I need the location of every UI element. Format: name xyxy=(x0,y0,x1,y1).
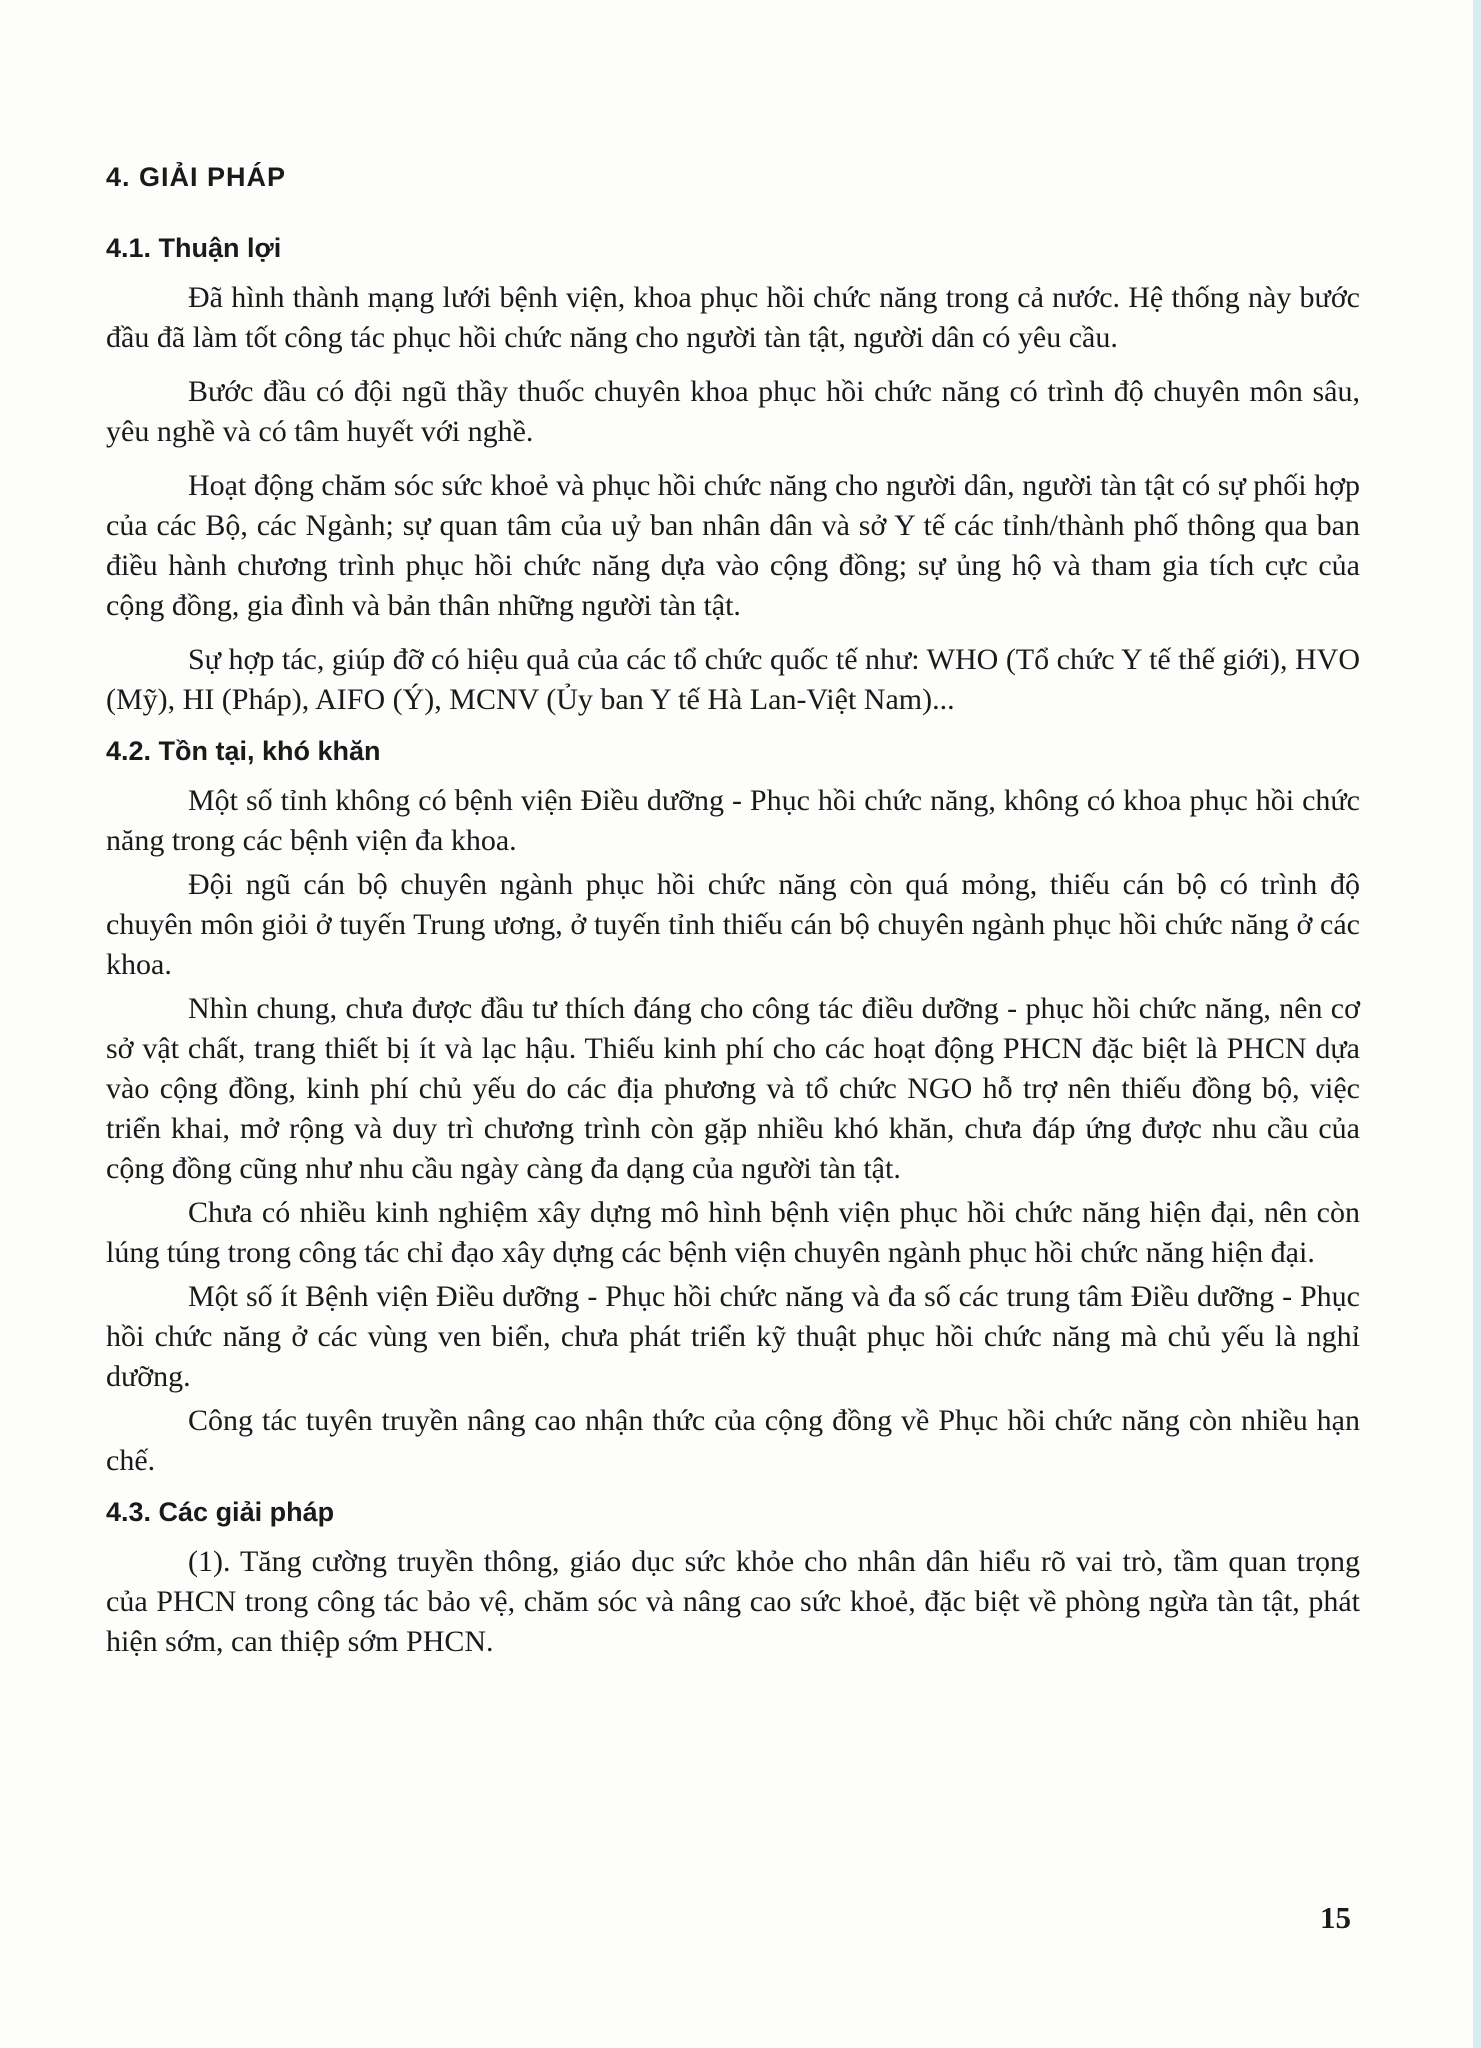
scan-edge xyxy=(1473,0,1481,2048)
page-content xyxy=(106,150,1360,1676)
paragraph: Bước đầu có đội ngũ thầy thuốc chuyên khoa phục hồi chức năng có trình độ chuyên môn sâu, yêu nghề và có tâm huyết với nghề. xyxy=(106,375,1360,448)
paragraph: (1). Tăng cường truyền thông, giáo dục sức khỏe cho nhân dân hiểu rõ vai trò, tầm quan trọng của PHCN trong công tác bảo vệ, chăm sóc và nâng cao sức khoẻ, đặc biệt về phòng ngừa tàn tật, phát hiện sớm, can thiệp sớm PHCN. xyxy=(106,1545,1360,1658)
paragraph: Một số tỉnh không có bệnh viện Điều dưỡng - Phục hồi chức năng, không có khoa phục hồi chức năng trong các bệnh viện đa khoa. xyxy=(106,784,1360,857)
subsection-heading-solutions: 4.3. Các giải pháp xyxy=(106,1497,335,1527)
subsection-heading-advantages: 4.1. Thuận lợi xyxy=(106,233,282,263)
paragraph: Đội ngũ cán bộ chuyên ngành phục hồi chức năng còn quá mỏng, thiếu cán bộ có trình độ chuyên môn giỏi ở tuyến Trung ương, ở tuyến tỉnh thiếu cán bộ chuyên ngành phục hồi chức năng ở các khoa. xyxy=(106,868,1360,981)
subsection-heading-difficulties: 4.2. Tồn tại, khó khăn xyxy=(106,736,381,766)
paragraph: Công tác tuyên truyền nâng cao nhận thức của cộng đồng về Phục hồi chức năng còn nhiều hạn chế. xyxy=(106,1404,1360,1477)
paragraph: Đã hình thành mạng lưới bệnh viện, khoa phục hồi chức năng trong cả nước. Hệ thống này bước đầu đã làm tốt công tác phục hồi chức năng cho người tàn tật, người dân có yêu cầu. xyxy=(106,281,1360,354)
paragraph: Một số ít Bệnh viện Điều dưỡng - Phục hồi chức năng và đa số các trung tâm Điều dưỡng - Phục hồi chức năng ở các vùng ven biển, chưa phát triển kỹ thuật phục hồi chức năng mà chủ yếu là nghỉ dưỡng. xyxy=(106,1280,1360,1393)
page-number: 15 xyxy=(1320,1900,1351,1935)
paragraph: Chưa có nhiều kinh nghiệm xây dựng mô hình bệnh viện phục hồi chức năng hiện đại, nên còn lúng túng trong công tác chỉ đạo xây dựng các bệnh viện chuyên ngành phục hồi chức năng hiện đại. xyxy=(106,1196,1360,1269)
paragraph: Sự hợp tác, giúp đỡ có hiệu quả của các tổ chức quốc tế như: WHO (Tổ chức Y tế thế giới), HVO (Mỹ), HI (Pháp), AIFO (Ý), MCNV (Ủy ban Y tế Hà Lan-Việt Nam)... xyxy=(106,643,1360,716)
paragraph: Hoạt động chăm sóc sức khoẻ và phục hồi chức năng cho người dân, người tàn tật có sự phối hợp của các Bộ, các Ngành; sự quan tâm của uỷ ban nhân dân và sở Y tế các tỉnh/thành phố thông qua ban điều hành chương trình phục hồi chức năng dựa vào cộng đồng; sự ủng hộ và tham gia tích cực của cộng đồng, gia đình và bản thân những người tàn tật. xyxy=(106,469,1360,622)
section-title: 4. GIẢI PHÁP xyxy=(106,162,287,192)
paragraph: Nhìn chung, chưa được đầu tư thích đáng cho công tác điều dưỡng - phục hồi chức năng, nên cơ sở vật chất, trang thiết bị ít và lạc hậu. Thiếu kinh phí cho các hoạt động PHCN đặc biệt là PHCN dựa vào cộng đồng, kinh phí chủ yếu do các địa phương và tổ chức NGO hỗ trợ nên thiếu đồng bộ, việc triển khai, mở rộng và duy trì chương trình còn gặp nhiều khó khăn, chưa đáp ứng được nhu cầu của cộng đồng cũng như nhu cầu ngày càng đa dạng của người tàn tật. xyxy=(106,992,1360,1185)
